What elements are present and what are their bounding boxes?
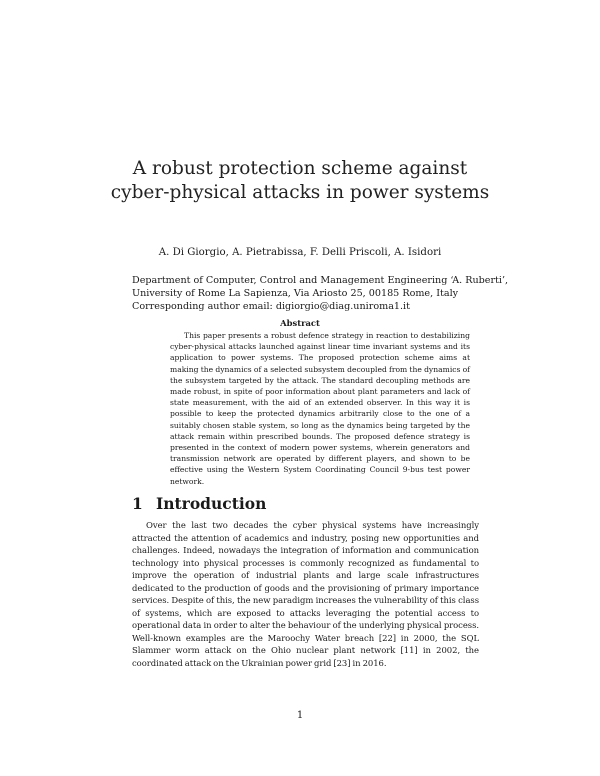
affiliation-line-2: University of Rome La Sapienza, Via Ariosto 25, 00185 Rome, Italy bbox=[132, 288, 459, 299]
affiliation bbox=[132, 274, 532, 313]
corresponding-email: Corresponding author email: digiorgio@diag.uniroma1.it bbox=[132, 301, 410, 312]
section-title: Introduction bbox=[156, 494, 267, 513]
abstract-text: This paper presents a robust defence strategy in reaction to destabilizing cyber-physical attacks launched against linear time invariant systems and its application to power systems. The proposed protection scheme aims at making the dynamics of a selected subsystem decoupled from the dynamics of the subsystem targeted by the attack. The standard decoupling methods are made robust, in spite of poor information about plant parameters and lack of state measurement, with the aid of an extended observer. In this way it is possible to keep the protected dynamics arbitrarily close to the one of a suitably chosen stable system, so long as the dynamics being targeted by the attack remain within prescribed bounds. The proposed defence strategy is presented in the context of modern power systems, wherein generators and transmission network are operated by different players, and shown to be effective using the Western System Coordinating Council 9-bus test power network. bbox=[170, 331, 470, 486]
title-line-2: cyber-physical attacks in power systems bbox=[110, 182, 490, 203]
title-line-1: A robust protection scheme against bbox=[132, 158, 468, 179]
section-number: 1 bbox=[132, 494, 143, 513]
section-heading bbox=[132, 494, 472, 514]
affiliation-line-1: Department of Computer, Control and Management Engineering ‘A. Ruberti’, bbox=[132, 275, 509, 286]
paper-title bbox=[0, 157, 600, 205]
intro-paragraph: Over the last two decades the cyber physical systems have increasingly attracted the attention of academics and industry, posing new opportunities and challenges. Indeed, nowadays the integration of information and communication technology into physical processes is commonly recognized as fundamental to improve the operation of industrial plants and large scale infrastructures dedicated to the production of goods and the provisioning of primary importance services. Despite of this, the new paradigm increases the vulnerability of this class of systems, which are exposed to attacks leveraging the potential access to operational data in order to alter the behaviour of the underlying physical process. Well-known examples are the Maroochy Water breach [22] in 2000, the SQL Slammer worm attack on the Ohio nuclear plant network [11] in 2002, the coordinated attack on the Ukrainian power grid [23] in 2016. bbox=[132, 520, 479, 669]
abstract-heading: Abstract bbox=[280, 318, 320, 328]
author-list: A. Di Giorgio, A. Pietrabissa, F. Delli Priscoli, A. Isidori bbox=[158, 247, 442, 258]
page-number: 1 bbox=[296, 710, 304, 721]
